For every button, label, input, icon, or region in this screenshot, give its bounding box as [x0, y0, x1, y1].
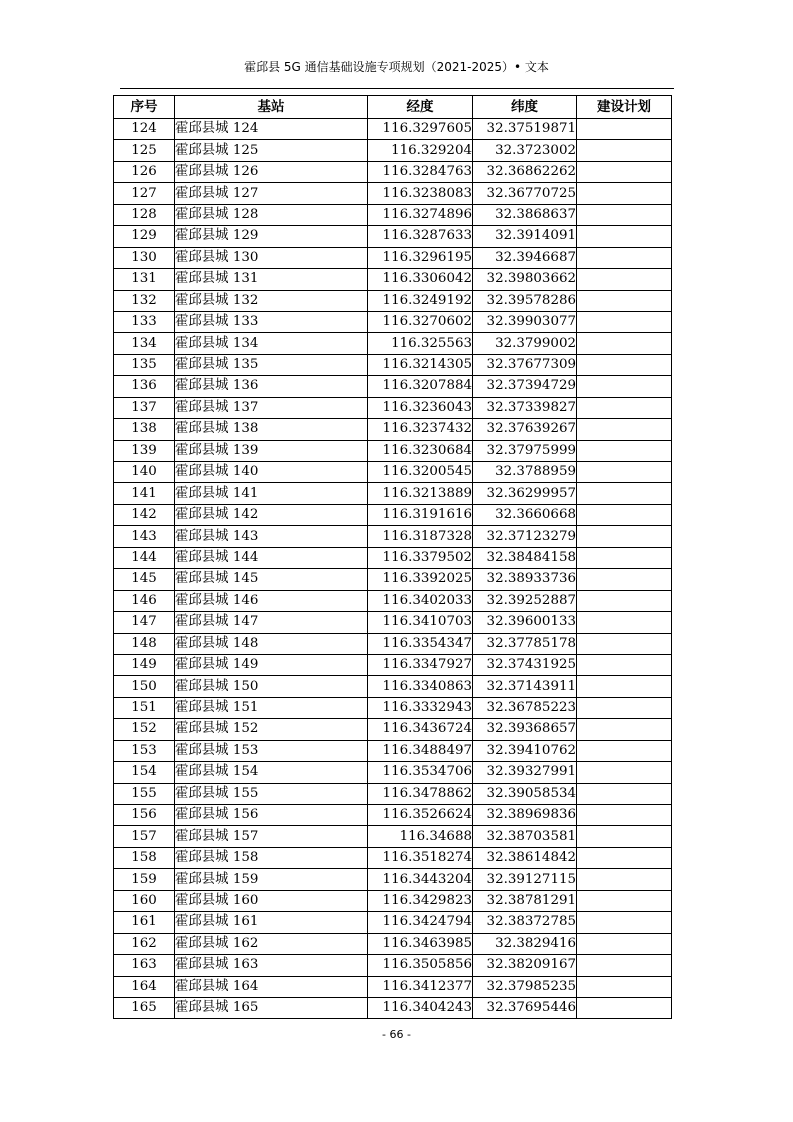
cell-construction-plan — [577, 697, 672, 718]
cell-index: 131 — [114, 269, 175, 290]
table-row — [114, 633, 672, 654]
table-row — [114, 354, 672, 375]
cell-station-name: 霍邱县城 160 — [175, 890, 368, 911]
cell-index: 138 — [114, 419, 175, 440]
table-row — [114, 976, 672, 997]
cell-longitude: 116.3379502 — [368, 547, 473, 568]
cell-station-name: 霍邱县城 124 — [175, 119, 368, 140]
cell-latitude: 32.37123279 — [473, 526, 577, 547]
cell-latitude: 32.39327991 — [473, 762, 577, 783]
cell-station-name: 霍邱县城 125 — [175, 140, 368, 161]
cell-latitude: 32.38781291 — [473, 890, 577, 911]
cell-index: 154 — [114, 762, 175, 783]
cell-latitude: 32.37143911 — [473, 676, 577, 697]
cell-latitude: 32.39410762 — [473, 740, 577, 761]
cell-longitude: 116.3436724 — [368, 719, 473, 740]
cell-index: 148 — [114, 633, 175, 654]
cell-station-name: 霍邱县城 137 — [175, 397, 368, 418]
cell-station-name: 霍邱县城 161 — [175, 912, 368, 933]
table-row — [114, 140, 672, 161]
cell-index: 160 — [114, 890, 175, 911]
cell-construction-plan — [577, 654, 672, 675]
cell-construction-plan — [577, 719, 672, 740]
table-row — [114, 847, 672, 868]
header-divider — [120, 88, 674, 89]
cell-construction-plan — [577, 890, 672, 911]
cell-latitude: 32.38372785 — [473, 912, 577, 933]
cell-station-name: 霍邱县城 134 — [175, 333, 368, 354]
table-row — [114, 119, 672, 140]
page-number: - 66 - — [382, 1028, 411, 1041]
table-row — [114, 269, 672, 290]
cell-longitude: 116.325563 — [368, 333, 473, 354]
cell-station-name: 霍邱县城 153 — [175, 740, 368, 761]
base-station-table — [113, 95, 672, 1019]
cell-station-name: 霍邱县城 131 — [175, 269, 368, 290]
cell-longitude: 116.3213889 — [368, 483, 473, 504]
table-row — [114, 247, 672, 268]
cell-longitude: 116.3404243 — [368, 997, 473, 1018]
cell-station-name: 霍邱县城 152 — [175, 719, 368, 740]
column-header-station: 基站 — [175, 96, 368, 119]
cell-construction-plan — [577, 269, 672, 290]
cell-index: 151 — [114, 697, 175, 718]
cell-longitude: 116.3236043 — [368, 397, 473, 418]
cell-construction-plan — [577, 955, 672, 976]
cell-index: 159 — [114, 869, 175, 890]
cell-construction-plan — [577, 119, 672, 140]
cell-index: 156 — [114, 805, 175, 826]
column-header-index: 序号 — [114, 96, 175, 119]
cell-index: 140 — [114, 462, 175, 483]
cell-construction-plan — [577, 762, 672, 783]
table-row — [114, 183, 672, 204]
cell-index: 136 — [114, 376, 175, 397]
cell-station-name: 霍邱县城 154 — [175, 762, 368, 783]
cell-longitude: 116.34688 — [368, 826, 473, 847]
column-header-longitude: 经度 — [368, 96, 473, 119]
cell-latitude: 32.38933736 — [473, 569, 577, 590]
cell-station-name: 霍邱县城 164 — [175, 976, 368, 997]
cell-construction-plan — [577, 805, 672, 826]
cell-index: 165 — [114, 997, 175, 1018]
table-row — [114, 719, 672, 740]
cell-index: 149 — [114, 654, 175, 675]
cell-longitude: 116.3518274 — [368, 847, 473, 868]
cell-construction-plan — [577, 933, 672, 954]
cell-latitude: 32.39578286 — [473, 290, 577, 311]
cell-station-name: 霍邱县城 128 — [175, 204, 368, 225]
cell-index: 162 — [114, 933, 175, 954]
table-row — [114, 547, 672, 568]
cell-longitude: 116.3534706 — [368, 762, 473, 783]
table-body — [114, 119, 672, 1019]
cell-station-name: 霍邱县城 141 — [175, 483, 368, 504]
table-row — [114, 333, 672, 354]
table-row — [114, 204, 672, 225]
cell-construction-plan — [577, 247, 672, 268]
cell-latitude: 32.37677309 — [473, 354, 577, 375]
cell-index: 141 — [114, 483, 175, 504]
cell-station-name: 霍邱县城 126 — [175, 161, 368, 182]
table-row — [114, 783, 672, 804]
cell-construction-plan — [577, 140, 672, 161]
table-row — [114, 419, 672, 440]
cell-longitude: 116.3287633 — [368, 226, 473, 247]
cell-construction-plan — [577, 547, 672, 568]
cell-latitude: 32.38614842 — [473, 847, 577, 868]
cell-construction-plan — [577, 204, 672, 225]
cell-index: 132 — [114, 290, 175, 311]
cell-index: 146 — [114, 590, 175, 611]
table-row — [114, 311, 672, 332]
cell-latitude: 32.37519871 — [473, 119, 577, 140]
cell-longitude: 116.3238083 — [368, 183, 473, 204]
cell-construction-plan — [577, 376, 672, 397]
cell-station-name: 霍邱县城 143 — [175, 526, 368, 547]
cell-station-name: 霍邱县城 156 — [175, 805, 368, 826]
cell-longitude: 116.3249192 — [368, 290, 473, 311]
cell-longitude: 116.3402033 — [368, 590, 473, 611]
table-row — [114, 762, 672, 783]
table-row — [114, 805, 672, 826]
cell-station-name: 霍邱县城 133 — [175, 311, 368, 332]
cell-construction-plan — [577, 354, 672, 375]
table-row — [114, 869, 672, 890]
table-row — [114, 161, 672, 182]
cell-index: 137 — [114, 397, 175, 418]
table-row — [114, 526, 672, 547]
cell-index: 126 — [114, 161, 175, 182]
cell-latitude: 32.39058534 — [473, 783, 577, 804]
cell-longitude: 116.3429823 — [368, 890, 473, 911]
cell-longitude: 116.3505856 — [368, 955, 473, 976]
cell-latitude: 32.37431925 — [473, 654, 577, 675]
cell-longitude: 116.3392025 — [368, 569, 473, 590]
column-header-plan: 建设计划 — [577, 96, 672, 119]
table-row — [114, 440, 672, 461]
cell-construction-plan — [577, 847, 672, 868]
cell-longitude: 116.3463985 — [368, 933, 473, 954]
cell-construction-plan — [577, 826, 672, 847]
table-row — [114, 504, 672, 525]
cell-construction-plan — [577, 504, 672, 525]
cell-longitude: 116.3347927 — [368, 654, 473, 675]
cell-longitude: 116.3284763 — [368, 161, 473, 182]
cell-construction-plan — [577, 526, 672, 547]
cell-construction-plan — [577, 462, 672, 483]
cell-longitude: 116.3443204 — [368, 869, 473, 890]
table-row — [114, 226, 672, 247]
cell-station-name: 霍邱县城 148 — [175, 633, 368, 654]
cell-construction-plan — [577, 976, 672, 997]
table-row — [114, 826, 672, 847]
table-row — [114, 462, 672, 483]
cell-longitude: 116.3230684 — [368, 440, 473, 461]
cell-latitude: 32.39803662 — [473, 269, 577, 290]
cell-station-name: 霍邱县城 163 — [175, 955, 368, 976]
cell-construction-plan — [577, 869, 672, 890]
cell-index: 163 — [114, 955, 175, 976]
table-row — [114, 912, 672, 933]
table-row — [114, 590, 672, 611]
cell-longitude: 116.3270602 — [368, 311, 473, 332]
cell-index: 144 — [114, 547, 175, 568]
cell-station-name: 霍邱县城 159 — [175, 869, 368, 890]
cell-latitude: 32.36299957 — [473, 483, 577, 504]
cell-construction-plan — [577, 183, 672, 204]
cell-station-name: 霍邱县城 129 — [175, 226, 368, 247]
cell-station-name: 霍邱县城 147 — [175, 612, 368, 633]
cell-longitude: 116.3340863 — [368, 676, 473, 697]
table-header-row — [114, 96, 672, 119]
cell-latitude: 32.37695446 — [473, 997, 577, 1018]
table-row — [114, 654, 672, 675]
cell-index: 129 — [114, 226, 175, 247]
cell-latitude: 32.3660668 — [473, 504, 577, 525]
cell-latitude: 32.38969836 — [473, 805, 577, 826]
cell-latitude: 32.3914091 — [473, 226, 577, 247]
cell-latitude: 32.3946687 — [473, 247, 577, 268]
cell-station-name: 霍邱县城 155 — [175, 783, 368, 804]
cell-station-name: 霍邱县城 136 — [175, 376, 368, 397]
table-row — [114, 376, 672, 397]
cell-construction-plan — [577, 333, 672, 354]
cell-index: 139 — [114, 440, 175, 461]
table-row — [114, 569, 672, 590]
table-header — [114, 96, 672, 119]
cell-index: 142 — [114, 504, 175, 525]
cell-index: 157 — [114, 826, 175, 847]
column-header-latitude: 纬度 — [473, 96, 577, 119]
cell-index: 134 — [114, 333, 175, 354]
cell-latitude: 32.38703581 — [473, 826, 577, 847]
cell-construction-plan — [577, 419, 672, 440]
cell-latitude: 32.39368657 — [473, 719, 577, 740]
cell-construction-plan — [577, 161, 672, 182]
cell-index: 152 — [114, 719, 175, 740]
cell-longitude: 116.3410703 — [368, 612, 473, 633]
cell-longitude: 116.3297605 — [368, 119, 473, 140]
table-row — [114, 955, 672, 976]
cell-longitude: 116.3296195 — [368, 247, 473, 268]
cell-construction-plan — [577, 397, 672, 418]
cell-station-name: 霍邱县城 151 — [175, 697, 368, 718]
cell-index: 164 — [114, 976, 175, 997]
cell-construction-plan — [577, 290, 672, 311]
cell-index: 147 — [114, 612, 175, 633]
cell-latitude: 32.3799002 — [473, 333, 577, 354]
cell-station-name: 霍邱县城 127 — [175, 183, 368, 204]
cell-index: 150 — [114, 676, 175, 697]
cell-construction-plan — [577, 612, 672, 633]
cell-station-name: 霍邱县城 138 — [175, 419, 368, 440]
cell-construction-plan — [577, 440, 672, 461]
cell-station-name: 霍邱县城 142 — [175, 504, 368, 525]
cell-index: 128 — [114, 204, 175, 225]
table-row — [114, 740, 672, 761]
table-row — [114, 290, 672, 311]
cell-index: 158 — [114, 847, 175, 868]
cell-latitude: 32.36862262 — [473, 161, 577, 182]
cell-index: 145 — [114, 569, 175, 590]
cell-station-name: 霍邱县城 140 — [175, 462, 368, 483]
cell-station-name: 霍邱县城 157 — [175, 826, 368, 847]
cell-station-name: 霍邱县城 150 — [175, 676, 368, 697]
cell-longitude: 116.3424794 — [368, 912, 473, 933]
cell-longitude: 116.3187328 — [368, 526, 473, 547]
cell-longitude: 116.3237432 — [368, 419, 473, 440]
document-header-title: 霍邱县 5G 通信基础设施专项规划（2021-2025）• 文本 — [244, 60, 549, 74]
cell-longitude: 116.3488497 — [368, 740, 473, 761]
cell-latitude: 32.37639267 — [473, 419, 577, 440]
cell-longitude: 116.3332943 — [368, 697, 473, 718]
cell-index: 153 — [114, 740, 175, 761]
table-row — [114, 890, 672, 911]
cell-longitude: 116.3274896 — [368, 204, 473, 225]
cell-station-name: 霍邱县城 158 — [175, 847, 368, 868]
cell-latitude: 32.37975999 — [473, 440, 577, 461]
cell-latitude: 32.3723002 — [473, 140, 577, 161]
cell-latitude: 32.38484158 — [473, 547, 577, 568]
cell-index: 143 — [114, 526, 175, 547]
table-row — [114, 397, 672, 418]
cell-latitude: 32.3788959 — [473, 462, 577, 483]
cell-station-name: 霍邱县城 132 — [175, 290, 368, 311]
cell-latitude: 32.37985235 — [473, 976, 577, 997]
cell-station-name: 霍邱县城 130 — [175, 247, 368, 268]
cell-latitude: 32.39127115 — [473, 869, 577, 890]
cell-index: 127 — [114, 183, 175, 204]
cell-latitude: 32.3829416 — [473, 933, 577, 954]
cell-construction-plan — [577, 311, 672, 332]
cell-latitude: 32.36770725 — [473, 183, 577, 204]
cell-construction-plan — [577, 226, 672, 247]
cell-latitude: 32.39903077 — [473, 311, 577, 332]
table-row — [114, 997, 672, 1018]
cell-construction-plan — [577, 483, 672, 504]
cell-index: 124 — [114, 119, 175, 140]
cell-longitude: 116.3306042 — [368, 269, 473, 290]
cell-longitude: 116.329204 — [368, 140, 473, 161]
cell-longitude: 116.3207884 — [368, 376, 473, 397]
cell-station-name: 霍邱县城 139 — [175, 440, 368, 461]
table-row — [114, 483, 672, 504]
cell-latitude: 32.39600133 — [473, 612, 577, 633]
cell-longitude: 116.3214305 — [368, 354, 473, 375]
table-row — [114, 697, 672, 718]
cell-station-name: 霍邱县城 135 — [175, 354, 368, 375]
cell-latitude: 32.37785178 — [473, 633, 577, 654]
cell-longitude: 116.3412377 — [368, 976, 473, 997]
cell-construction-plan — [577, 569, 672, 590]
table-row — [114, 676, 672, 697]
table-row — [114, 612, 672, 633]
cell-station-name: 霍邱县城 165 — [175, 997, 368, 1018]
cell-longitude: 116.3200545 — [368, 462, 473, 483]
cell-index: 161 — [114, 912, 175, 933]
cell-index: 135 — [114, 354, 175, 375]
cell-construction-plan — [577, 590, 672, 611]
cell-latitude: 32.39252887 — [473, 590, 577, 611]
cell-index: 133 — [114, 311, 175, 332]
cell-index: 125 — [114, 140, 175, 161]
cell-latitude: 32.38209167 — [473, 955, 577, 976]
cell-station-name: 霍邱县城 146 — [175, 590, 368, 611]
cell-index: 155 — [114, 783, 175, 804]
cell-longitude: 116.3191616 — [368, 504, 473, 525]
cell-construction-plan — [577, 633, 672, 654]
cell-construction-plan — [577, 997, 672, 1018]
cell-latitude: 32.36785223 — [473, 697, 577, 718]
cell-station-name: 霍邱县城 162 — [175, 933, 368, 954]
cell-station-name: 霍邱县城 145 — [175, 569, 368, 590]
cell-latitude: 32.37394729 — [473, 376, 577, 397]
cell-construction-plan — [577, 676, 672, 697]
cell-longitude: 116.3354347 — [368, 633, 473, 654]
cell-station-name: 霍邱县城 149 — [175, 654, 368, 675]
cell-longitude: 116.3526624 — [368, 805, 473, 826]
cell-longitude: 116.3478862 — [368, 783, 473, 804]
cell-construction-plan — [577, 740, 672, 761]
table-row — [114, 933, 672, 954]
cell-latitude: 32.3868637 — [473, 204, 577, 225]
cell-station-name: 霍邱县城 144 — [175, 547, 368, 568]
cell-construction-plan — [577, 783, 672, 804]
cell-latitude: 32.37339827 — [473, 397, 577, 418]
cell-index: 130 — [114, 247, 175, 268]
cell-construction-plan — [577, 912, 672, 933]
